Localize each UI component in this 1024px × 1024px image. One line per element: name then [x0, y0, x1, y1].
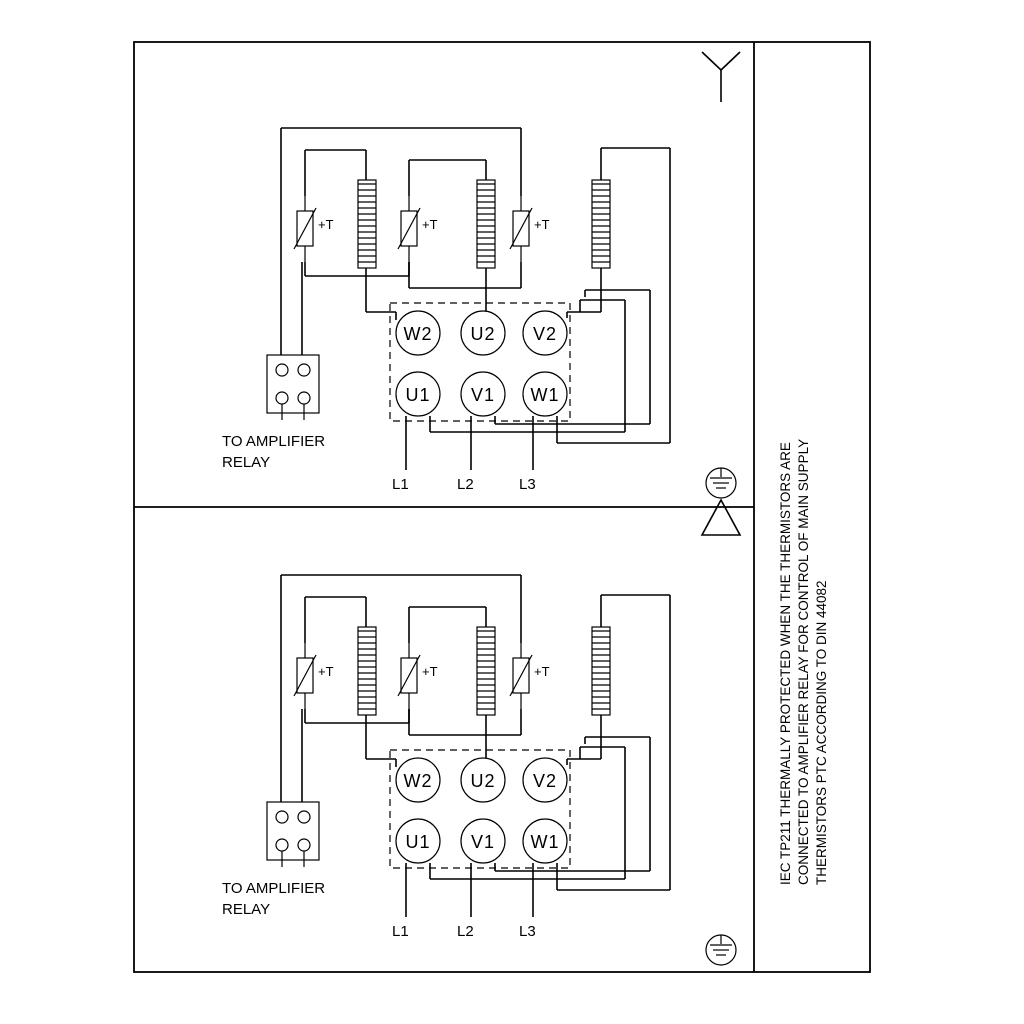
amplifier-terminal-block: [267, 802, 319, 867]
terminal-v2: [523, 758, 567, 802]
terminal-u1: [396, 819, 440, 863]
side-note-line-1: IEC TP211 THERMALLY PROTECTED WHEN THE THERMISTORS ARE: [778, 442, 793, 885]
amplifier-label-line-1: TO AMPLIFIER: [222, 880, 326, 897]
supply-label-l3: L3: [519, 476, 536, 493]
amplifier-label-line-1: TO AMPLIFIER: [222, 433, 326, 450]
terminal-v1: [461, 372, 505, 416]
earth-ground-icon: [706, 468, 736, 498]
thermistor-label-1: +T: [318, 217, 334, 232]
wye-connection-icon: [702, 52, 740, 102]
supply-label-l1: L1: [392, 923, 409, 940]
thermistor-1: [294, 643, 334, 709]
terminal-w2: [396, 758, 440, 802]
terminal-label-u1: U1: [405, 832, 431, 852]
thermistor-2: [398, 196, 438, 262]
thermistor-label-2: +T: [422, 664, 438, 679]
terminal-w1: [523, 372, 567, 416]
delta-connection-icon: [702, 500, 740, 535]
terminal-u2: [461, 311, 505, 355]
terminal-label-v1: V1: [470, 832, 496, 852]
supply-label-l2: L2: [457, 923, 474, 940]
earth-ground-icon: [706, 935, 736, 965]
supply-label-l2: L2: [457, 476, 474, 493]
terminal-label-w2: W2: [403, 324, 433, 344]
winding-coil-2: [477, 627, 495, 715]
thermistor-3: [510, 196, 550, 262]
terminal-label-v1: V1: [470, 385, 496, 405]
winding-coil-1: [358, 627, 376, 715]
supply-label-l1: L1: [392, 476, 409, 493]
amplifier-label-line-2: RELAY: [222, 901, 271, 918]
terminal-v2: [523, 311, 567, 355]
winding-coil-3: [592, 627, 610, 715]
amplifier-label-line-2: RELAY: [222, 454, 271, 471]
thermistor-1: [294, 196, 334, 262]
thermistor-label-3: +T: [534, 217, 550, 232]
amplifier-terminal-block: [267, 355, 319, 420]
supply-label-l3: L3: [519, 923, 536, 940]
thermistor-2: [398, 643, 438, 709]
terminal-w1: [523, 819, 567, 863]
terminal-label-w1: W1: [530, 832, 560, 852]
thermistor-label-1: +T: [318, 664, 334, 679]
terminal-label-w1: W1: [530, 385, 560, 405]
terminal-w2: [396, 311, 440, 355]
panel-delta: [222, 500, 740, 965]
terminal-label-v2: V2: [532, 324, 558, 344]
terminal-label-w2: W2: [403, 771, 433, 791]
terminal-u1: [396, 372, 440, 416]
thermistor-label-3: +T: [534, 664, 550, 679]
winding-coil-2: [477, 180, 495, 268]
terminal-label-u2: U2: [470, 771, 496, 791]
terminal-v1: [461, 819, 505, 863]
terminal-label-v2: V2: [532, 771, 558, 791]
terminal-u2: [461, 758, 505, 802]
side-note-line-2: CONNECTED TO AMPLIFIER RELAY FOR CONTROL OF MAIN SUPPLY: [796, 438, 811, 885]
side-note-block: [778, 439, 829, 885]
terminal-label-u2: U2: [470, 324, 496, 344]
side-note-line-3: THERMISTORS PTC ACCORDING TO DIN 44082: [814, 580, 829, 885]
thermistor-3: [510, 643, 550, 709]
panel-star: [222, 52, 740, 498]
terminal-label-u1: U1: [405, 385, 431, 405]
winding-coil-1: [358, 180, 376, 268]
winding-coil-3: [592, 180, 610, 268]
thermistor-label-2: +T: [422, 217, 438, 232]
